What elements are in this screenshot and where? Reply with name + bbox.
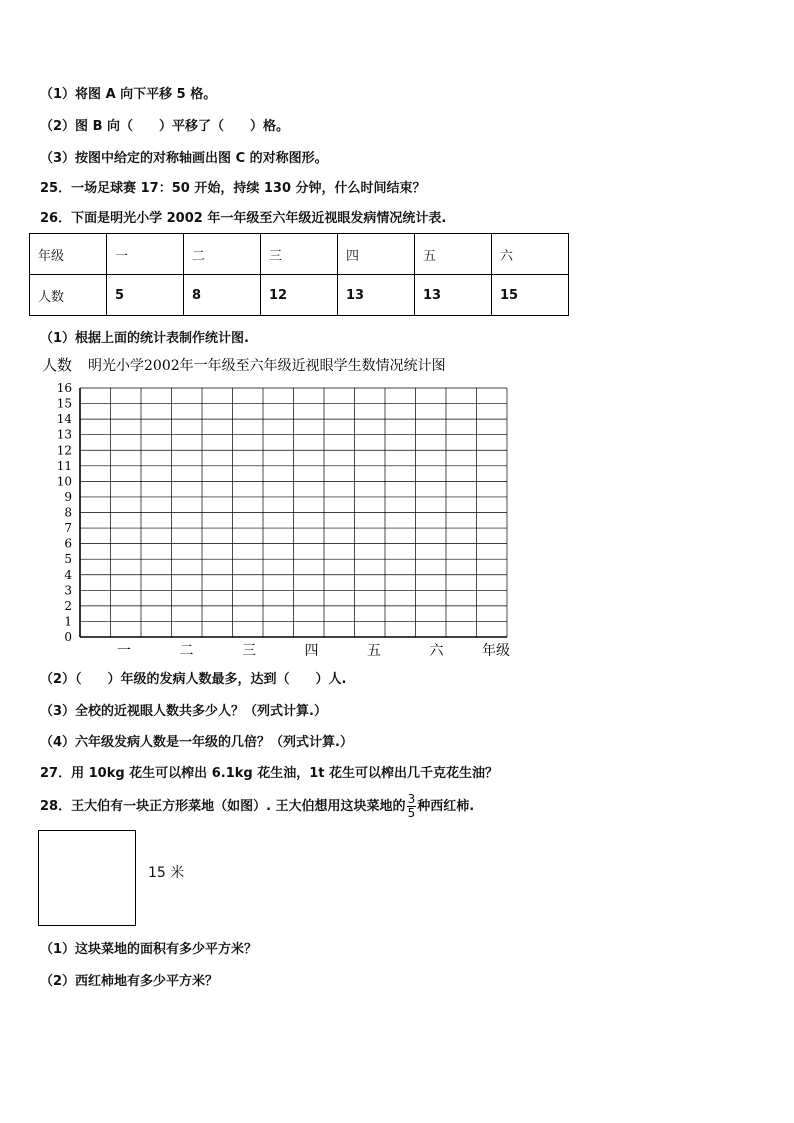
question-27: 27．用 10kg 花生可以榨出 6.1kg 花生油，1t 花生可以榨出几千克花生油？ <box>40 766 499 781</box>
y-tick-label: 1 <box>64 614 72 629</box>
q24-part1: （1）将图 A 向下平移 5 格。 <box>40 87 217 102</box>
y-tick-label: 10 <box>56 474 72 489</box>
q28-text-end: 种西红柿. <box>417 799 475 814</box>
fraction-numerator: 3 <box>407 792 416 806</box>
fraction-denominator: 5 <box>407 806 416 820</box>
q28-part2: （2）西红柿地有多少平方米？ <box>40 974 219 989</box>
table-cell: 15 <box>492 275 569 316</box>
x-tick-label: 一 <box>117 643 131 659</box>
x-tick-label: 四 <box>304 643 319 659</box>
y-tick-label: 6 <box>64 536 72 551</box>
table-row <box>30 275 569 316</box>
x-tick-label: 三 <box>242 643 256 659</box>
q26-part4: （4）六年级发病人数是一年级的几倍？（列式计算.） <box>40 735 353 750</box>
y-tick-label: 4 <box>64 567 72 582</box>
y-tick-label: 11 <box>56 458 72 473</box>
table-cell: 四 <box>338 234 415 275</box>
y-tick-label: 12 <box>56 443 72 458</box>
table-cell: 三 <box>261 234 338 275</box>
table-cell: 8 <box>184 275 261 316</box>
y-tick-label: 3 <box>64 583 72 598</box>
x-axis-label: 年级 <box>482 643 510 659</box>
q28-part1: （1）这块菜地的面积有多少平方米？ <box>40 942 258 957</box>
table-row <box>30 234 569 275</box>
x-tick-label: 六 <box>429 643 444 659</box>
table-cell: 5 <box>107 275 184 316</box>
y-tick-label: 14 <box>56 412 72 427</box>
y-tick-label: 0 <box>64 630 72 644</box>
y-tick-label: 15 <box>56 396 72 411</box>
chart-title: 明光小学2002年一年级至六年级近视眼学生数情况统计图 <box>88 358 446 374</box>
table-cell: 12 <box>261 275 338 316</box>
q26-part2: （2）（ ）年级的发病人数最多，达到（ ）人. <box>40 672 347 687</box>
table-cell: 13 <box>338 275 415 316</box>
question-28 <box>40 793 474 820</box>
q26-part1: （1）根据上面的统计表制作统计图. <box>40 331 249 346</box>
table-cell: 13 <box>415 275 492 316</box>
fraction <box>407 793 417 820</box>
table-cell: 二 <box>184 234 261 275</box>
q28-text: 28．王大伯有一块正方形菜地（如图）. 王大伯想用这块菜地的 <box>40 799 406 814</box>
x-tick-label: 二 <box>179 643 194 659</box>
x-tick-label: 五 <box>367 643 381 659</box>
y-axis-label: 人数 <box>42 356 73 374</box>
y-tick-label: 5 <box>64 552 72 567</box>
y-tick-label: 8 <box>64 505 72 520</box>
y-tick-label: 7 <box>64 521 72 536</box>
question-25: 25．一场足球赛 17：50 开始，持续 130 分钟，什么时间结束？ <box>40 181 426 196</box>
y-tick-label: 13 <box>56 427 72 442</box>
blank-bar-chart <box>30 350 530 660</box>
stats-table <box>29 233 569 316</box>
side-length-label: 15 米 <box>148 865 185 881</box>
q24-part3: （3）按图中给定的对称轴画出图 C 的对称图形。 <box>40 151 328 166</box>
table-cell: 年级 <box>30 234 107 275</box>
table-cell: 一 <box>107 234 184 275</box>
square-plot <box>38 830 136 926</box>
table-cell: 六 <box>492 234 569 275</box>
table-cell: 人数 <box>30 275 107 316</box>
q24-part2: （2）图 B 向（ ）平移了（ ）格。 <box>40 119 290 134</box>
table-cell: 五 <box>415 234 492 275</box>
q26-part3: （3）全校的近视眼人数共多少人？（列式计算.） <box>40 704 327 719</box>
question-26: 26．下面是明光小学 2002 年一年级至六年级近视眼发病情况统计表. <box>40 211 447 226</box>
y-tick-label: 2 <box>64 598 72 613</box>
y-tick-label: 9 <box>64 489 72 504</box>
y-tick-label: 16 <box>56 381 72 395</box>
